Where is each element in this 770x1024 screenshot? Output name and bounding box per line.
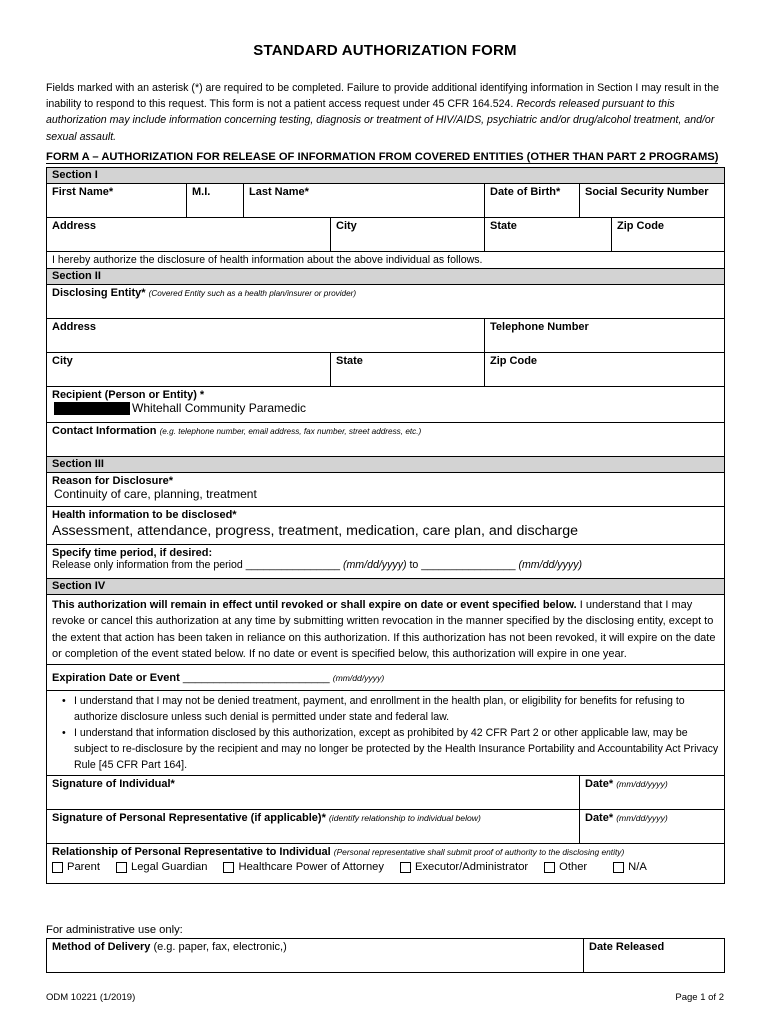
reason-for-disclosure-field[interactable]: Reason for Disclosure* Continuity of care, planning, treatment [47, 473, 725, 507]
recipient-field[interactable]: Recipient (Person or Entity) * Whitehall Community Paramedic [47, 387, 725, 423]
zip-code-field[interactable]: Zip Code [612, 218, 725, 252]
entity-city-field[interactable]: City [47, 353, 331, 387]
address-field[interactable]: Address [47, 218, 331, 252]
city-field[interactable]: City [331, 218, 485, 252]
intro-italic: Records released pursuant to this authorization may include information concerning testing, diagnosis or treatment of HIV/AIDS, psychiatric and/or drug/alcohol treatment, and/or sexual assault. [46, 98, 715, 143]
representative-date-field[interactable]: Date* (mm/dd/yyyy) [580, 810, 725, 844]
redaction-block [54, 402, 130, 415]
time-period-field[interactable]: Specify time period, if desired: Release only information from the period ________________ (mm/dd/yyyy) to ________________ (mm/dd/yyyy) [47, 545, 725, 579]
disclosing-entity-field[interactable]: Disclosing Entity* (Covered Entity such as a health plan/insurer or provider) [47, 285, 725, 319]
relationship-field: Relationship of Personal Representative to Individual (Personal representative shall submit proof of authority to the disclosing entity) Parent Legal Guardian Healthcare Power of Attorney Executor/Administrator Other N/A [47, 844, 725, 884]
section-4-header: Section IV [47, 579, 725, 595]
recipient-value: Whitehall Community Paramedic [132, 401, 307, 415]
authorization-effect-text: This authorization will remain in effect until revoked or shall expire on date or event specified below. I understand that I may revoke or cancel this authorization at any time by submitting written revocation in the manner specified by the disclosing entity, except to the extent that action has been taken in reliance on this authorization. If this authorization has not been revoked, it will expire on the date or completion of the event stated below. If no date or event is specified below, this authorization will expire in one year. [47, 595, 725, 665]
checkbox-other[interactable]: Other [544, 861, 587, 873]
bullet-item: • I understand that information disclosed by this authorization, except as prohibited by 42 CFR Part 2 or other applicable law, may be subject to re-disclosure by the recipient and may no longer be protected by the Health Insurance Portability and Accountability Act Privacy Rule [45 CFR Part 164]. [64, 725, 719, 773]
page-number: Page 1 of 2 [675, 992, 724, 1003]
section-3-header: Section III [47, 457, 725, 473]
checkbox-legal-guardian[interactable]: Legal Guardian [116, 861, 208, 873]
checkbox-parent[interactable]: Parent [52, 861, 100, 873]
reason-value: Continuity of care, planning, treatment [54, 487, 257, 501]
admin-label: For administrative use only: [46, 924, 183, 936]
entity-address-field[interactable]: Address [47, 319, 485, 353]
acknowledgement-bullets [47, 691, 725, 776]
entity-state-field[interactable]: State [331, 353, 485, 387]
entity-zip-field[interactable]: Zip Code [485, 353, 725, 387]
section-2-header: Section II [47, 269, 725, 285]
last-name-field[interactable]: Last Name* [244, 184, 485, 218]
signature-individual-field[interactable]: Signature of Individual* [47, 776, 580, 810]
intro-normal: Fields marked with an asterisk (*) are required to be completed. Failure to provide additional identifying information in Section I may result in the inability to respond to this request. This form is not a patient access request under 45 CFR 164.524. [46, 82, 720, 111]
ssn-field[interactable]: Social Security Number [580, 184, 725, 218]
method-of-delivery-field[interactable]: Method of Delivery (e.g. paper, fax, electronic,) [47, 939, 584, 973]
checkbox-healthcare-poa[interactable]: Healthcare Power of Attorney [223, 861, 384, 873]
first-name-field[interactable]: First Name* [47, 184, 187, 218]
admin-table [46, 938, 725, 973]
contact-information-field[interactable]: Contact Information (e.g. telephone number, email address, fax number, street address, etc.) [47, 423, 725, 457]
signature-representative-field[interactable]: Signature of Personal Representative (if applicable)* (identify relationship to individual below) [47, 810, 580, 844]
state-field[interactable]: State [485, 218, 612, 252]
date-of-birth-field[interactable]: Date of Birth* [485, 184, 580, 218]
signature-date-field[interactable]: Date* (mm/dd/yyyy) [580, 776, 725, 810]
health-information-value: Assessment, attendance, progress, treatment, medication, care plan, and discharge [52, 523, 579, 539]
checkbox-executor[interactable]: Executor/Administrator [400, 861, 528, 873]
authorization-form-table [46, 167, 725, 884]
section-1-header: Section I [47, 168, 725, 184]
checkbox-na[interactable]: N/A [613, 861, 647, 873]
bullet-item: • I understand that I may not be denied treatment, payment, and enrollment in the health plan, or eligibility for benefits for refusing to authorize disclosure unless such denial is permitted under state and federal law. [64, 693, 719, 725]
page-title: STANDARD AUTHORIZATION FORM [253, 42, 517, 59]
telephone-field[interactable]: Telephone Number [485, 319, 725, 353]
middle-initial-field[interactable]: M.I. [187, 184, 244, 218]
authorize-statement: I hereby authorize the disclosure of health information about the above individual as follows. [47, 252, 725, 269]
intro-text [46, 80, 726, 145]
health-information-field[interactable]: Health information to be disclosed* Assessment, attendance, progress, treatment, medication, care plan, and discharge [47, 507, 725, 545]
expiration-date-field[interactable]: Expiration Date or Event ________________________ (mm/dd/yyyy) [47, 665, 725, 691]
form-id: ODM 10221 (1/2019) [46, 992, 136, 1003]
form-a-heading: FORM A – AUTHORIZATION FOR RELEASE OF INFORMATION FROM COVERED ENTITIES (OTHER THAN PART 2 PROGRAMS) [46, 151, 719, 163]
date-released-field[interactable]: Date Released [584, 939, 725, 973]
